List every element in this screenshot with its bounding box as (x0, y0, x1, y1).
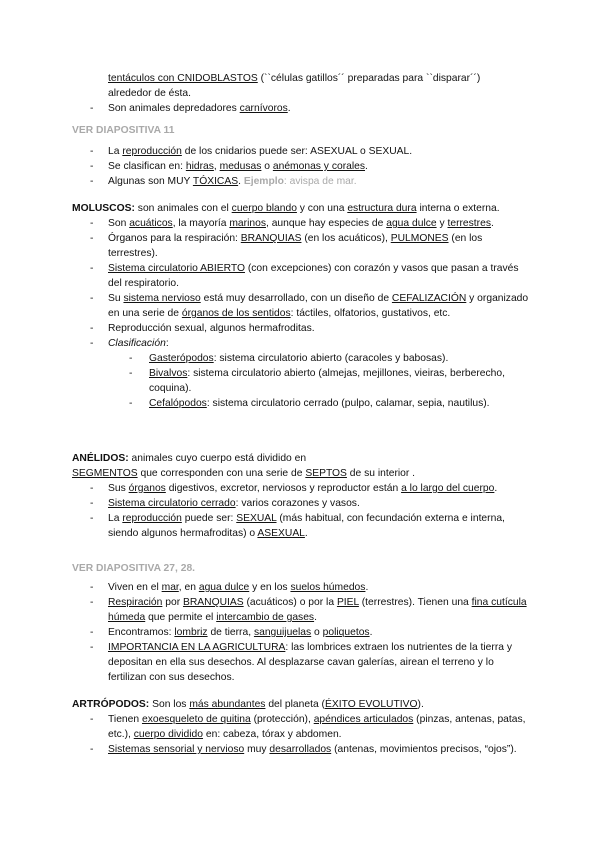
section-title: ARTRÓPODOS: (72, 699, 150, 710)
intro-section (72, 71, 532, 116)
list-item: - Se clasifican en: hidras, medusas o anémonas y corales. (72, 159, 532, 174)
slide-11-heading: VER DIAPOSITIVA 11 (72, 125, 175, 136)
anelidos-list (72, 481, 532, 541)
artropodos-section (72, 697, 532, 757)
list-item: - Órganos para la respiración: BRANQUIAS (en los acuáticos), PULMONES (en los terrestres). (72, 231, 532, 261)
slide-27-28-section (72, 561, 532, 576)
anelidos-intro-line-2: SEGMENTOS que corresponden con una serie de SEPTOS de su interior . (72, 468, 416, 479)
list-item: - Sistema circulatorio cerrado: varios corazones y vasos. (72, 496, 532, 511)
list-item: - Algunas son MUY TÓXICAS. Ejemplo: avispa de mar. (72, 174, 532, 189)
list-item: - Sus órganos digestivos, excretor, nerviosos y reproductor están a lo largo del cuerpo. (72, 481, 532, 496)
list-item: - Son acuáticos, la mayoría marinos, aunque hay especies de agua dulce y terrestres. (72, 216, 532, 231)
list-item: - La reproducción de los cnidarios puede ser: ASEXUAL o SEXUAL. (72, 144, 532, 159)
list-item: - Sistemas sensorial y nervioso muy desarrollados (antenas, movimientos precisos, “ojos”). (72, 742, 532, 757)
list-item: - Encontramos: lombriz de tierra, sanguijuelas o poliquetos. (72, 625, 532, 640)
list-item: - Gasterópodos: sistema circulatorio abierto (caracoles y babosas). (72, 351, 532, 366)
section-title: MOLUSCOS: (72, 203, 135, 214)
list-item: - La reproducción puede ser: SEXUAL (más habitual, con fecundación externa e interna, siendo algunos hermafroditas) o ASEXUAL. (72, 511, 532, 541)
moluscos-section (72, 201, 532, 411)
intro-line: tentáculos con CNIDOBLASTOS (``células gatillos´´ preparadas para ``disparar´´) (108, 73, 481, 84)
intro-line-2: alrededor de ésta. (108, 88, 192, 99)
list-item: - Sistema circulatorio ABIERTO (con excepciones) con corazón y vasos que pasan a través del respiratorio. (72, 261, 532, 291)
list-item: - Respiración por BRANQUIAS (acuáticos) o por la PIEL (terrestres). Tienen una fina cutícula húmeda que permite el intercambio de gases. (72, 595, 532, 625)
slide-27-28-heading: VER DIAPOSITIVA 27, 28. (72, 563, 196, 574)
artropodos-intro: ARTRÓPODOS: Son los más abundantes del planeta (ÉXITO EVOLUTIVO). (72, 699, 424, 710)
list-item: - Tienen exoesqueleto de quitina (protección), apéndices articulados (pinzas, antenas, patas, etc.), cuerpo dividido en: cabeza, tórax y abdomen. (72, 712, 532, 742)
list-item: - Son animales depredadores carnívoros. (72, 101, 532, 116)
list-item: - Clasificación: (72, 336, 532, 351)
slide-11-section (72, 123, 532, 138)
moluscos-list (72, 216, 532, 351)
anelidos-section (72, 451, 532, 541)
moluscos-intro: MOLUSCOS: son animales con el cuerpo blando y con una estructura dura interna o externa. (72, 203, 500, 214)
cnidoblastos-term: tentáculos con CNIDOBLASTOS (108, 73, 258, 84)
anelidos-intro-line-1: ANÉLIDOS: animales cuyo cuerpo está dividido en (72, 453, 307, 464)
cnidarios-list (72, 144, 532, 189)
section-title: ANÉLIDOS: (72, 453, 129, 464)
moluscos-classification-list (72, 351, 532, 411)
list-item: - Viven en el mar, en agua dulce y en los suelos húmedos. (72, 580, 532, 595)
list-item: - Su sistema nervioso está muy desarrollado, con un diseño de CEFALIZACIÓN y organizado en una serie de órganos de los sentidos: táctiles, olfatorios, gustativos, etc. (72, 291, 532, 321)
list-item: - Bivalvos: sistema circulatorio abierto (almejas, mejillones, vieiras, berberecho, coquina). (72, 366, 532, 396)
intro-list (72, 101, 532, 116)
list-item: - Cefalópodos: sistema circulatorio cerrado (pulpo, calamar, sepia, nautilus). (72, 396, 532, 411)
lombrices-list (72, 580, 532, 685)
artropodos-list (72, 712, 532, 757)
lombrices-list-section (72, 580, 532, 685)
list-item: - IMPORTANCIA EN LA AGRICULTURA: las lombrices extraen los nutrientes de la tierra y depositan en ella sus desechos. Al desplazarse cavan galerías, airean el terreno y lo fertilizan con sus desechos. (72, 640, 532, 685)
list-item: - Reproducción sexual, algunos hermafroditas. (72, 321, 532, 336)
cnidarios-list-section (72, 144, 532, 189)
example-label: Ejemplo (243, 176, 284, 187)
